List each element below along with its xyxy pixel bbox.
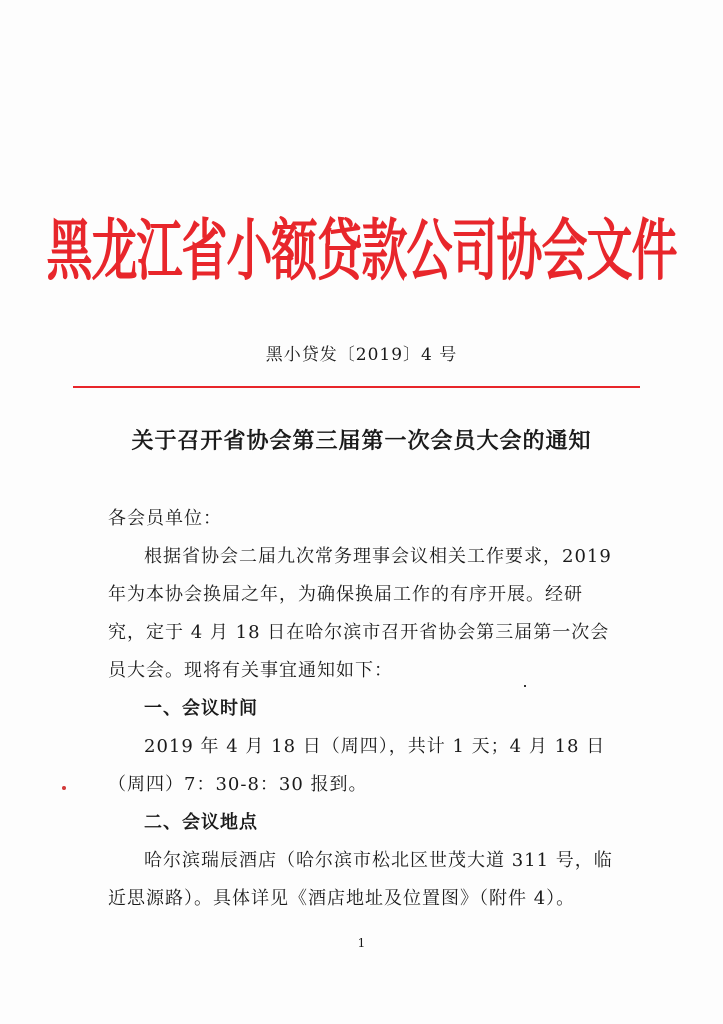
- document-header-title: 黑龙江省小额贷款公司协会文件: [46, 211, 677, 290]
- addressee: 各会员单位：: [108, 508, 222, 529]
- page-number: 1: [357, 936, 366, 950]
- section-text-location: 哈尔滨瑞辰酒店（哈尔滨市松北区世茂大道 311 号，临近思源路）。具体详见《酒店地址及位置图》（附件 4）。: [108, 850, 613, 909]
- red-divider-line: [73, 386, 640, 388]
- intro-paragraph: 根据省协会二届九次常务理事会议相关工作要求，2019年为本协会换届之年，为确保换届工作的有序开展。经研究，定于 4 月 18 日在哈尔滨市召开省协会第三届第一次会员大会。现将有关事宜通知如下：: [108, 546, 612, 681]
- notice-title: 关于召开省协会第三届第一次会员大会的通知: [131, 428, 592, 454]
- section-heading-time: 一、会议时间: [144, 698, 258, 719]
- section-heading-location: 二、会议地点: [144, 812, 258, 833]
- notice-body: [108, 500, 618, 918]
- document-number: 黑小贷发〔2019〕4 号: [265, 345, 458, 365]
- scan-speck-red: [62, 786, 66, 790]
- section-text-time: 2019 年 4 月 18 日（周四），共计 1 天；4 月 18 日（周四）7：30-8：30 报到。: [108, 736, 606, 795]
- scan-speck-black: [524, 685, 526, 687]
